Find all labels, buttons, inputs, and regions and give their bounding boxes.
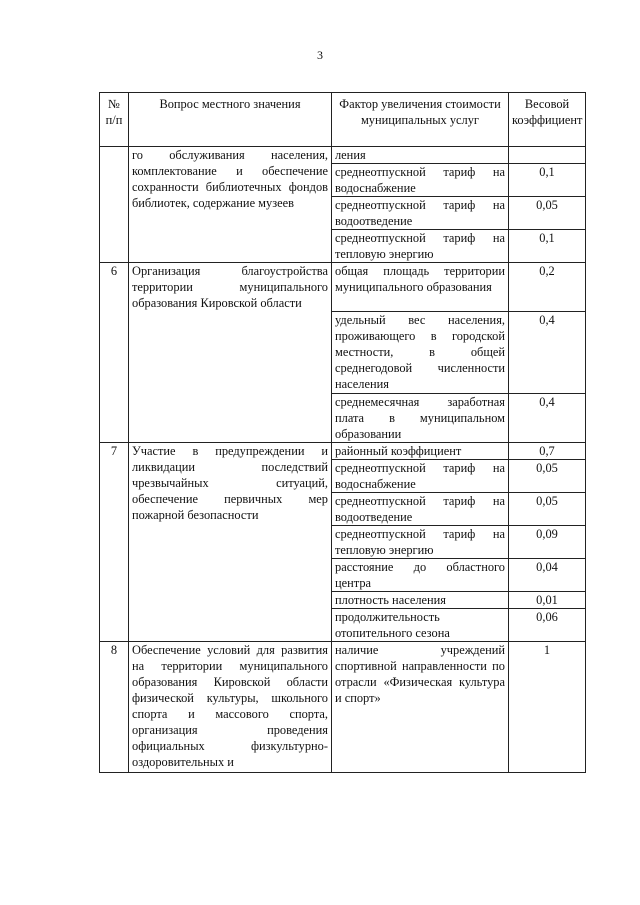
row-factor: среднеотпускной тариф на водоотведение bbox=[332, 493, 509, 526]
row-weight: 0,1 bbox=[509, 230, 586, 263]
row-factor: наличие учреждений спортивной направленности по отрасли «Физическая культура и спорт» bbox=[332, 642, 509, 773]
row-factor: среднемесячная заработная плата в муниципальном образовании bbox=[332, 394, 509, 443]
row-weight: 0,05 bbox=[509, 197, 586, 230]
row-num: 7 bbox=[100, 443, 129, 642]
coefficient-table bbox=[99, 92, 586, 773]
header-num: № п/п bbox=[100, 93, 129, 147]
row-weight: 0,06 bbox=[509, 609, 586, 642]
row-weight: 0,04 bbox=[509, 559, 586, 592]
row-weight: 0,05 bbox=[509, 460, 586, 493]
row-factor: среднеотпускной тариф на тепловую энергию bbox=[332, 526, 509, 559]
table-header-row bbox=[100, 93, 586, 147]
row-weight: 0,1 bbox=[509, 164, 586, 197]
page-number: 3 bbox=[317, 48, 323, 62]
row-weight: 1 bbox=[509, 642, 586, 773]
table-row bbox=[100, 263, 586, 312]
row-factor: среднеотпускной тариф на тепловую энергию bbox=[332, 230, 509, 263]
row-factor: общая площадь территории муниципального образования bbox=[332, 263, 509, 312]
row-factor: районный коэффициент bbox=[332, 443, 509, 460]
header-question: Вопрос местного значения bbox=[129, 93, 332, 147]
table-row bbox=[100, 443, 586, 460]
row-weight: 0,7 bbox=[509, 443, 586, 460]
row-factor: среднеотпускной тариф на водоснабжение bbox=[332, 460, 509, 493]
row-weight: 0,4 bbox=[509, 394, 586, 443]
row-weight: 0,05 bbox=[509, 493, 586, 526]
row-question: Участие в предупреждении и ликвидации последствий чрезвычайных ситуаций, обеспечение первичных мер пожарной безопасности bbox=[129, 443, 332, 642]
row-factor: расстояние до областного центра bbox=[332, 559, 509, 592]
row-weight: 0,4 bbox=[509, 312, 586, 394]
row-weight: 0,01 bbox=[509, 592, 586, 609]
row-factor: ления bbox=[332, 147, 509, 164]
row-weight bbox=[509, 147, 586, 164]
table-row bbox=[100, 642, 586, 773]
row-question: Обеспечение условий для развития на территории муниципального образования Кировской области физической культуры, школьного спорта и массового спорта, организация проведения официальных физкультурно-оздоровительных и bbox=[129, 642, 332, 773]
header-factor: Фактор увеличения стоимости муниципальных услуг bbox=[332, 93, 509, 147]
row-num bbox=[100, 147, 129, 263]
table-row bbox=[100, 147, 586, 164]
row-factor: удельный вес населения, проживающего в городской местности, в общей среднегодовой численности населения bbox=[332, 312, 509, 394]
row-weight: 0,09 bbox=[509, 526, 586, 559]
header-weight: Весовой коэффициент bbox=[509, 93, 586, 147]
row-weight: 0,2 bbox=[509, 263, 586, 312]
row-factor: среднеотпускной тариф на водоснабжение bbox=[332, 164, 509, 197]
row-num: 6 bbox=[100, 263, 129, 443]
row-factor: продолжительность отопительного сезона bbox=[332, 609, 509, 642]
row-factor: плотность населения bbox=[332, 592, 509, 609]
row-question: го обслуживания населения, комплектование и обеспечение сохранности библиотечных фондов библиотек, содержание музеев bbox=[129, 147, 332, 263]
row-question: Организация благоустройства территории муниципального образования Кировской области bbox=[129, 263, 332, 443]
row-num: 8 bbox=[100, 642, 129, 773]
row-factor: среднеотпускной тариф на водоотведение bbox=[332, 197, 509, 230]
